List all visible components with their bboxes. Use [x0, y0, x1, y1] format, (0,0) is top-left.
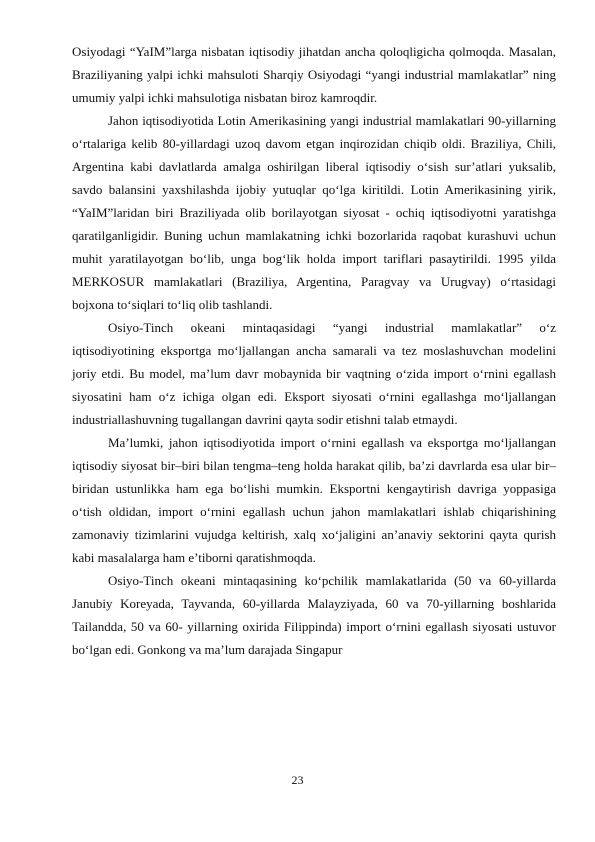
body-text	[72, 40, 556, 661]
paragraph-1: Osiyodagi “YaIM”larga nisbatan iqtisodiy jihatdan ancha qoloqligicha qolmoqda. Masalan, Braziliyaning yalpi ichki mahsuloti Sharqiy Osiyodagi “yangi industrial mamlakatlar” ning umumiy yalpi ichki mahsulotiga nisbatan biroz kamroqdir.	[72, 44, 556, 105]
page-number: 23	[291, 773, 304, 787]
paragraph-4: Ma’lumki, jahon iqtisodiyotida import o‘rnini egallash va eksportga mo‘ljallangan iqtisodiy siyosat bir–biri bilan tengma–teng holda harakat qilib, ba’zi davrlarda esa ular bir–biridan ustunlikka ham ega bo‘lishi mumkin. Eksportni kengaytirish davriga yoppasiga o‘tish oldidan, import o‘rnini egallash uchun jahon mamlakatlari ishlab chiqarishining zamonaviy tizimlarini vujudga keltirish, xalq xo‘jaligini an’anaviy sektorini qayta qurish kabi masalalarga ham e’tiborni qaratishmoqda.	[72, 435, 556, 565]
paragraph-3: Osiyo-Tinch okeani mintaqasidagi “yangi industrial mamlakatlar” o‘z iqtisodiyotining eksportga mo‘ljallangan ancha samarali va tez moslashuvchan modelini joriy etdi. Bu model, ma’lum davr mobaynida bir vaqtning o‘zida import o‘rnini egallash siyosatini ham o‘z ichiga olgan edi. Eksport siyosati o‘rnini egallashga mo‘ljallangan industriallashuvning tugallangan davrini qayta sodir etishni talab etmaydi.	[72, 320, 556, 427]
paragraph-5: Osiyo-Tinch okeani mintaqasining ko‘pchilik mamlakatlarida (50 va 60-yillarda Janubiy Koreyada, Tayvanda, 60-yillarda Malayziyada, 60 va 70-yillarning boshlarida Tailandda, 50 va 60- yillarning oxirida Filippinda) import o‘rnini egallash siyosati ustuvor bo‘lgan edi. Gonkong va ma’lum darajada Singapur	[72, 573, 556, 657]
paragraph-2: Jahon iqtisodiyotida Lotin Amerikasining yangi industrial mamlakatlari 90-yillarning o‘rtalariga kelib 80-yillardagi uzoq davom etgan inqirozidan chiqib oldi. Braziliya, Chili, Argentina kabi davlatlarda amalga oshirilgan liberal iqtisodiy o‘sish sur’atlari yuksalib, savdo balansini yaxshilashda ijobiy yutuqlar qo‘lga kiritildi. Lotin Amerikasining yirik, “YaIM”laridan biri Braziliyada olib borilayotgan siyosat - ochiq iqtisodiyotni yaratishga qaratilganligidir. Buning uchun mamlakatning ichki bozorlarida raqobat kurashuvi uchun muhit yaratilayotgan bo‘lib, unga bog‘lik holda import tariflari pasaytirildi. 1995 yilda MERKOSUR mamlakatlari (Braziliya, Argentina, Paragvay va Urugvay) o‘rtasidagi bojxona to‘siqlari to‘liq olib tashlandi.	[72, 113, 556, 312]
